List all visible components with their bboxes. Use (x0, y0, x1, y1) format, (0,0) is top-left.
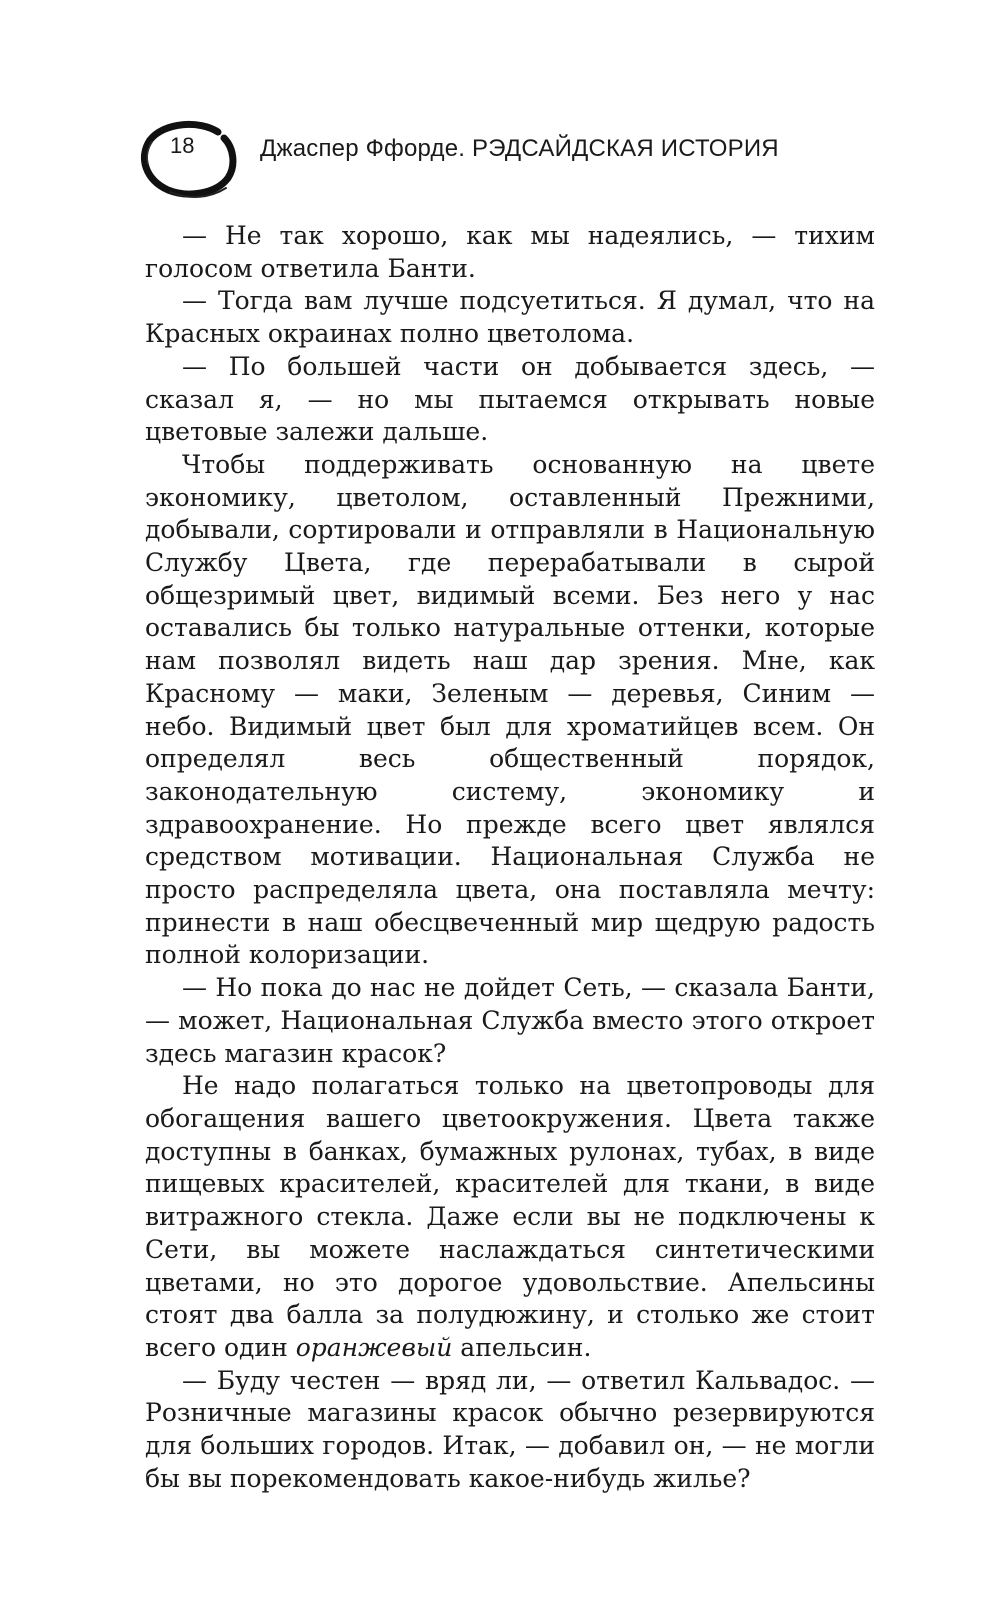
paragraph: — По большей части он добывается здесь, — сказал я, — но мы пытаемся открывать новые цветовые залежи дальше. (145, 351, 875, 447)
page-header (140, 118, 860, 208)
page-number-badge (140, 118, 248, 204)
running-title: Джаспер Ффорде. РЭДСАЙДСКАЯ ИСТОРИЯ (260, 135, 779, 162)
paragraph (145, 1070, 875, 1364)
page-number: 18 (170, 133, 195, 158)
paragraph: — Но пока до нас не дойдет Сеть, — сказала Банти, — может, Национальная Служба вместо этого откроет здесь магазин красок? (145, 973, 875, 1068)
paragraph: Чтобы поддерживать основанную на цвете экономику, цветолом, оставленный Прежними, добывали, сортировали и отправляли в Национальную Службу Цвета, где перерабатывали в сырой общезримый цвет, видимый всеми. Без него у нас оставались бы только натуральные оттенки, которые нам позволял видеть наш дар зрения. Мне, как Красному — маки, Зеленым — деревья, Синим — небо. Видимый цвет был для хроматийцев всем. Он определял весь общественный порядок, законодательную систему, экономику и здравоохранение. Но прежде всего цвет являлся средством мотивации. Национальная Служба не просто распределяла цвета, она поставляла мечту: принести в наш обесцвеченный мир щедрую радость полной колоризации. (145, 449, 875, 970)
body-text (145, 220, 875, 1495)
paragraph: — Тогда вам лучше подсуетиться. Я думал, что на Красных окраинах полно цветолома. (145, 286, 875, 349)
brush-circle-icon (140, 118, 248, 204)
emphasized-word: оранжевый (295, 1332, 453, 1362)
paragraph: — Буду честен — вряд ли, — ответил Кальвадос. — Розничные магазины красок обычно резервируются для больших городов. Итак, — добавил он, — не могли бы вы порекомендовать какое-нибудь жилье? (145, 1365, 875, 1493)
paragraph-text: апельсин. (452, 1332, 592, 1362)
paragraph-text: Не надо полагаться только на цветопроводы для обогащения вашего цветоокружения. Цвета также доступны в банках, бумажных рулонах, тубах, в виде пищевых красителей, красителей для ткани, в виде витражного стекла. Даже если вы не подключены к Сети, вы можете наслаждаться синтетическими цветами, но это дорогое удовольствие. Апельсины стоят два балла за полудюжину, и столько же стоит всего один (145, 1071, 875, 1362)
paragraph: — Не так хорошо, как мы надеялись, — тихим голосом ответила Банти. (145, 221, 875, 283)
